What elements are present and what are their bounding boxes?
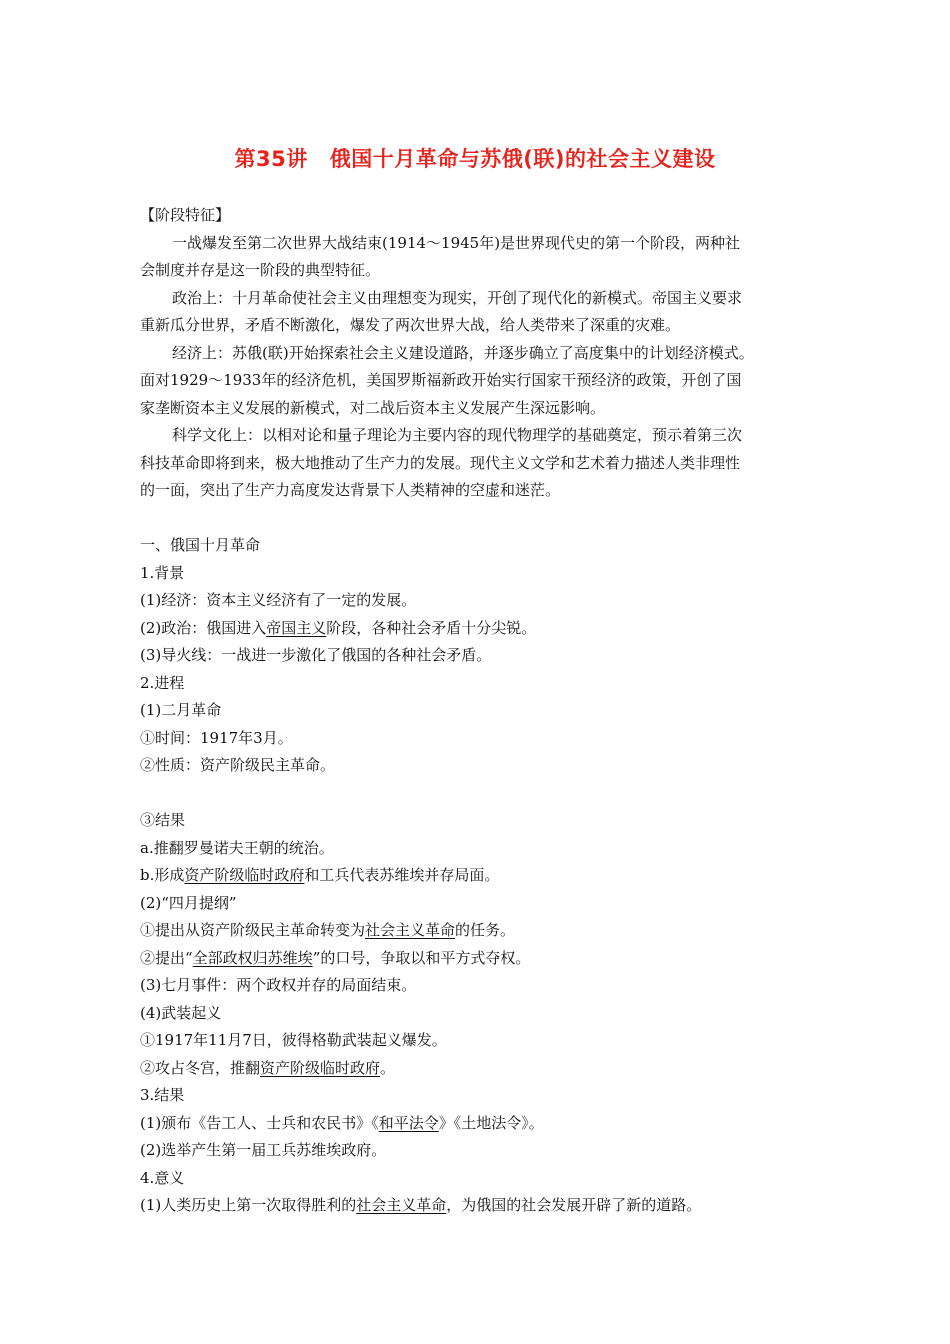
subsection-heading: 1.背景: [140, 563, 185, 582]
stage-heading: 【阶段特征】: [140, 206, 231, 224]
outline-item: ②提出“全部政权归苏维埃”的口号，争取以和平方式夺权。: [140, 948, 531, 967]
paragraph-line: 科学文化上：以相对论和量子理论为主要内容的现代物理学的基础奠定，预示着第三次: [172, 426, 743, 444]
outline-item: (3)七月事件：两个政权并存的局面结束。: [140, 976, 417, 994]
page-title: [0, 143, 950, 173]
paragraph-line: 重新瓜分世界，矛盾不断激化，爆发了两次世界大战，给人类带来了深重的灾难。: [140, 316, 681, 334]
outline-item: b.形成资产阶级临时政府和工兵代表苏维埃并存局面。: [140, 866, 500, 884]
paragraph-line: 经济上：苏俄(联)开始探索社会主义建设道路，并逐步确立了高度集中的计划经济模式。: [172, 343, 754, 362]
outline-item: ②攻占冬宫，推翻资产阶级临时政府。: [140, 1058, 396, 1077]
paragraph-line: 政治上：十月革命使社会主义由理想变为现实，开创了现代化的新模式。帝国主义要求: [172, 288, 743, 307]
outline-item: ①提出从资产阶级民主革命转变为社会主义革命的任务。: [140, 921, 516, 939]
outline-item: (4)武装起义: [140, 1003, 222, 1022]
paragraph-line: 家垄断资本主义发展的新模式，对二战后资本主义发展产生深远影响。: [140, 398, 606, 417]
spacer: [140, 505, 820, 533]
paragraph-line: 的一面，突出了生产力高度发达背景下人类精神的空虚和迷茫。: [140, 481, 561, 499]
outline-item: (3)导火线：一战进一步激化了俄国的各种社会矛盾。: [140, 646, 492, 664]
key-term: 全部政权归苏维埃: [192, 948, 313, 967]
key-term: 社会主义革命: [356, 1196, 447, 1214]
outline-item: ①时间：1917年3月。: [140, 728, 293, 747]
spacer: [140, 780, 820, 808]
subsection-heading: 2.进程: [140, 673, 185, 692]
subsection-heading: 4.意义: [140, 1168, 185, 1187]
paragraph-line: 面对1929～1933年的经济危机，美国罗斯福新政开始实行国家干预经济的政策，开创了国: [140, 371, 742, 389]
paragraph-line: 一战爆发至第二次世界大战结束(1914～1945年)是世界现代史的第一个阶段，两种社: [172, 233, 741, 252]
key-term: 社会主义革命: [365, 921, 456, 939]
outline-item: ③结果: [140, 811, 186, 829]
document-body: [140, 202, 820, 1220]
outline-item: (1)二月革命: [140, 701, 222, 719]
paragraph-line: 会制度并存是这一阶段的典型特征。: [140, 261, 381, 279]
outline-item: (1)人类历史上第一次取得胜利的社会主义革命，为俄国的社会发展开辟了新的道路。: [140, 1196, 702, 1214]
outline-item: a.推翻罗曼诺夫王朝的统治。: [140, 838, 334, 857]
subsection-heading: 3.结果: [140, 1086, 185, 1104]
lesson-title: 俄国十月革命与苏俄(联)的社会主义建设: [329, 147, 716, 171]
key-term: 帝国主义: [266, 618, 327, 637]
paragraph-line: 科技革命即将到来，极大地推动了生产力的发展。现代主义文学和艺术着力描述人类非理性: [140, 453, 741, 472]
outline-item: (1)颁布《告工人、士兵和农民书》《和平法令》《土地法令》。: [140, 1113, 544, 1132]
key-term: 资产阶级临时政府: [260, 1058, 381, 1077]
outline-item: (1)经济：资本主义经济有了一定的发展。: [140, 591, 417, 609]
outline-item: (2)政治：俄国进入帝国主义阶段，各种社会矛盾十分尖锐。: [140, 618, 537, 637]
key-term: 资产阶级临时政府: [184, 866, 305, 884]
key-term: 和平法令: [378, 1113, 439, 1132]
outline-item: (2)“四月提纲”: [140, 893, 237, 912]
lesson-number: 第35讲: [234, 147, 308, 171]
outline-item: ①1917年11月7日，彼得格勒武装起义爆发。: [140, 1031, 447, 1049]
outline-item: (2)选举产生第一届工兵苏维埃政府。: [140, 1141, 387, 1159]
outline-item: ②性质：资产阶级民主革命。: [140, 756, 336, 774]
section-heading: 一、俄国十月革命: [140, 536, 261, 554]
